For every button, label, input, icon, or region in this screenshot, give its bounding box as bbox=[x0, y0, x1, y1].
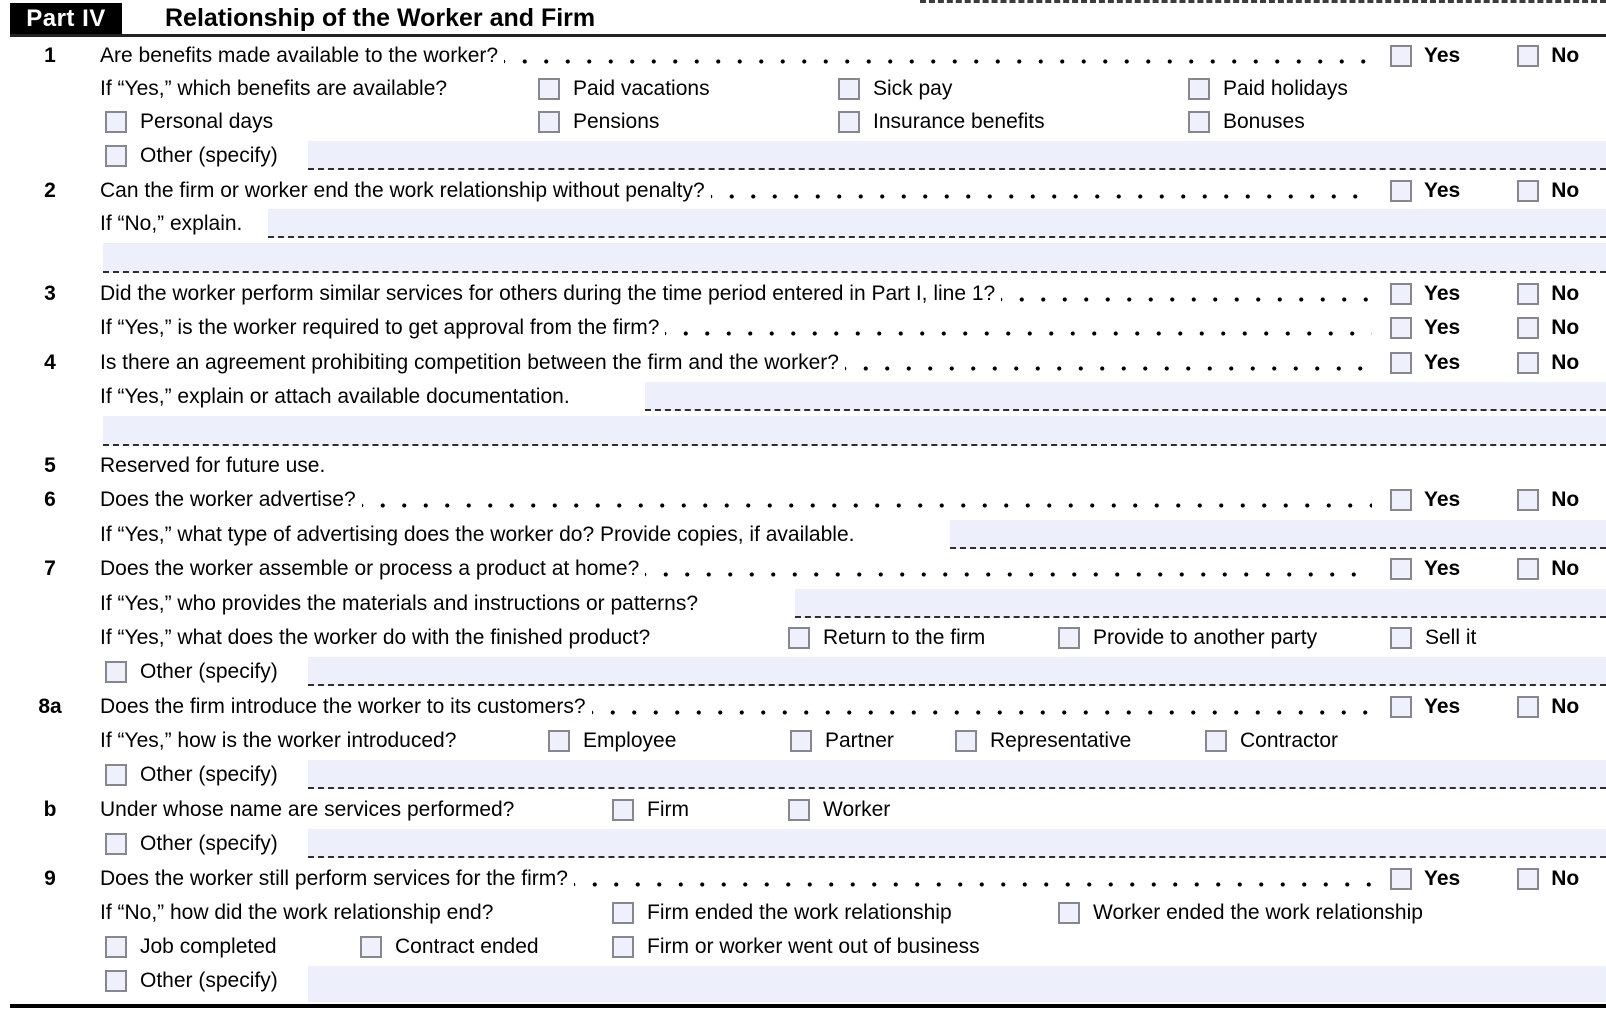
dotted-leader bbox=[665, 311, 1372, 345]
q9-firm-ended-checkbox[interactable] bbox=[612, 902, 634, 924]
q8a-representative-label: Representative bbox=[990, 729, 1132, 752]
dotted-leader bbox=[362, 483, 1372, 517]
question-row-1d bbox=[0, 139, 1606, 173]
q1-option-pensions bbox=[538, 105, 659, 139]
q1-option-bonuses bbox=[1188, 105, 1305, 139]
q7-yes-checkbox[interactable] bbox=[1390, 558, 1412, 580]
q1-yes-checkbox[interactable] bbox=[1390, 45, 1412, 67]
line-number-2: 2 bbox=[44, 179, 56, 202]
no-label: No bbox=[1551, 44, 1580, 67]
question-row-9b bbox=[0, 896, 1606, 930]
q9-other-checkbox[interactable] bbox=[105, 970, 127, 992]
q3-yes-checkbox[interactable] bbox=[1390, 283, 1412, 305]
question-row-7 bbox=[0, 552, 1606, 586]
line-number-6: 6 bbox=[44, 488, 56, 511]
q7-option-provide bbox=[1058, 621, 1317, 655]
question-row-8a2 bbox=[0, 724, 1606, 758]
q9-no-checkbox[interactable] bbox=[1517, 868, 1539, 890]
yes-label: Yes bbox=[1424, 316, 1461, 339]
q9-worker-ended-checkbox[interactable] bbox=[1058, 902, 1080, 924]
no-label: No bbox=[1551, 557, 1580, 580]
q2-sub-explain-text: If “No,” explain. bbox=[100, 212, 243, 235]
q4-explain-input-line1[interactable] bbox=[645, 382, 1606, 411]
q9-worker-ended-label: Worker ended the work relationship bbox=[1093, 901, 1423, 924]
q1-other-label: Other (specify) bbox=[140, 144, 278, 167]
q8b-worker-checkbox[interactable] bbox=[788, 799, 810, 821]
q3b-yes-checkbox[interactable] bbox=[1390, 317, 1412, 339]
question-row-8b2 bbox=[0, 827, 1606, 861]
no-label: No bbox=[1551, 488, 1580, 511]
question-7-text: Does the worker assemble or process a product at home? bbox=[100, 557, 640, 580]
question-row-3 bbox=[0, 277, 1606, 311]
question-row-9c bbox=[0, 930, 1606, 964]
q1-option-paid-holidays bbox=[1188, 72, 1348, 106]
q4-explain-input-line2[interactable] bbox=[103, 416, 1606, 446]
question-8a-text: Does the firm introduce the worker to its customers? bbox=[100, 695, 586, 718]
dotted-leader bbox=[574, 862, 1372, 896]
line-number-7: 7 bbox=[44, 557, 56, 580]
q1-bonuses-checkbox[interactable] bbox=[1188, 111, 1210, 133]
q2-yes-checkbox[interactable] bbox=[1390, 180, 1412, 202]
q6-yes-checkbox[interactable] bbox=[1390, 489, 1412, 511]
q1-paid-vacations-label: Paid vacations bbox=[573, 77, 710, 100]
question-leader-wrap bbox=[100, 346, 1372, 380]
q7-sell-checkbox[interactable] bbox=[1390, 627, 1412, 649]
q8a-option-partner bbox=[790, 724, 894, 758]
q8b-option-other bbox=[105, 827, 278, 861]
question-row-2 bbox=[0, 174, 1606, 208]
no-label: No bbox=[1551, 316, 1580, 339]
question-5-text: Reserved for future use. bbox=[100, 454, 326, 477]
q9-option-firm-ended bbox=[612, 896, 952, 930]
question-leader-wrap bbox=[100, 277, 1372, 311]
part-label: Part IV bbox=[26, 4, 106, 32]
q4-sub-explain-text: If “Yes,” explain or attach available documentation. bbox=[100, 385, 570, 408]
question-row-4 bbox=[0, 346, 1606, 380]
line-number-8a: 8a bbox=[38, 695, 62, 718]
q3b-no-checkbox[interactable] bbox=[1517, 317, 1539, 339]
q7-sub-finished-text: If “Yes,” what does the worker do with the finished product? bbox=[100, 626, 651, 649]
q3-sub-approval-text: If “Yes,” is the worker required to get approval from the firm? bbox=[100, 316, 660, 339]
q1-no-checkbox[interactable] bbox=[1517, 45, 1539, 67]
question-row-3b bbox=[0, 311, 1606, 345]
q1-option-other bbox=[105, 139, 278, 173]
line-number-9: 9 bbox=[44, 867, 56, 890]
dotted-leader bbox=[1001, 277, 1372, 311]
question-3-text: Did the worker perform similar services for others during the time period entered in Part I, line 1? bbox=[100, 282, 996, 305]
q1-sick-pay-checkbox[interactable] bbox=[838, 78, 860, 100]
q7-other-checkbox[interactable] bbox=[105, 661, 127, 683]
question-9-text: Does the worker still perform services for the firm? bbox=[100, 867, 568, 890]
q8a-option-contractor bbox=[1205, 724, 1338, 758]
question-leader-wrap bbox=[100, 311, 1372, 345]
q8b-firm-label: Firm bbox=[647, 798, 689, 821]
q6-advertising-input[interactable] bbox=[950, 520, 1606, 549]
q6-no-checkbox[interactable] bbox=[1517, 489, 1539, 511]
q8a-sub-introduced-text: If “Yes,” how is the worker introduced? bbox=[100, 729, 457, 752]
question-row-5 bbox=[0, 449, 1606, 483]
q2-yes-no-group bbox=[1390, 174, 1579, 208]
line-number-3: 3 bbox=[44, 282, 56, 305]
yes-label: Yes bbox=[1424, 351, 1461, 374]
q4-yes-checkbox[interactable] bbox=[1390, 352, 1412, 374]
q7-materials-input[interactable] bbox=[795, 589, 1606, 618]
yes-label: Yes bbox=[1424, 557, 1461, 580]
q1-paid-vacations-checkbox[interactable] bbox=[538, 78, 560, 100]
q1-other-checkbox[interactable] bbox=[105, 145, 127, 167]
q8a-no-checkbox[interactable] bbox=[1517, 696, 1539, 718]
yes-label: Yes bbox=[1424, 282, 1461, 305]
q7-provide-label: Provide to another party bbox=[1093, 626, 1318, 649]
q3-no-checkbox[interactable] bbox=[1517, 283, 1539, 305]
q1-personal-days-checkbox[interactable] bbox=[105, 111, 127, 133]
q9-yes-no-group bbox=[1390, 862, 1579, 896]
no-label: No bbox=[1551, 351, 1580, 374]
q1-option-personal-days bbox=[105, 105, 273, 139]
question-row-1c bbox=[0, 105, 1606, 139]
q8a-option-employee bbox=[548, 724, 676, 758]
q7-return-label: Return to the firm bbox=[823, 626, 986, 649]
dotted-leader bbox=[592, 690, 1372, 724]
section-title: Relationship of the Worker and Firm bbox=[165, 4, 596, 32]
question-row-7d bbox=[0, 655, 1606, 689]
question-4-text: Is there an agreement prohibiting competition between the firm and the worker? bbox=[100, 351, 839, 374]
q3b-yes-no-group bbox=[1390, 311, 1579, 345]
q9-out-of-business-checkbox[interactable] bbox=[612, 936, 634, 958]
q7-yes-no-group bbox=[1390, 552, 1579, 586]
q1-insurance-benefits-label: Insurance benefits bbox=[873, 110, 1045, 133]
q8a-partner-checkbox[interactable] bbox=[790, 730, 812, 752]
line-number-8b: b bbox=[43, 798, 57, 821]
q7-other-specify-input[interactable] bbox=[308, 657, 1606, 686]
question-leader-wrap bbox=[100, 39, 1372, 73]
no-label: No bbox=[1551, 867, 1580, 890]
yes-label: Yes bbox=[1424, 179, 1461, 202]
q8b-other-label: Other (specify) bbox=[140, 832, 278, 855]
q1-option-paid-vacations bbox=[538, 72, 710, 106]
q1-personal-days-label: Personal days bbox=[140, 110, 274, 133]
question-row-8b bbox=[0, 793, 1606, 827]
q9-option-other bbox=[105, 964, 278, 998]
q4-no-checkbox[interactable] bbox=[1517, 352, 1539, 374]
q8a-other-label: Other (specify) bbox=[140, 763, 278, 786]
question-row-1b bbox=[0, 72, 1606, 106]
q7-no-checkbox[interactable] bbox=[1517, 558, 1539, 580]
q9-contract-ended-checkbox[interactable] bbox=[360, 936, 382, 958]
question-row-1 bbox=[0, 39, 1606, 73]
q1-sub-benefits-text: If “Yes,” which benefits are available? bbox=[100, 77, 448, 100]
question-1-text: Are benefits made available to the worker? bbox=[100, 44, 499, 67]
yes-label: Yes bbox=[1424, 695, 1461, 718]
line-number-1: 1 bbox=[44, 44, 56, 67]
q9-option-worker-ended bbox=[1058, 896, 1423, 930]
q8b-other-checkbox[interactable] bbox=[105, 833, 127, 855]
q9-option-out-of-business bbox=[612, 930, 980, 964]
q7-other-label: Other (specify) bbox=[140, 660, 278, 683]
question-row-8a bbox=[0, 690, 1606, 724]
question-row-9 bbox=[0, 862, 1606, 896]
question-row-2b bbox=[0, 207, 1606, 241]
q6-sub-advertising-text: If “Yes,” what type of advertising does the worker do? Provide copies, if available. bbox=[100, 523, 855, 546]
dotted-leader bbox=[504, 39, 1372, 73]
q8a-partner-label: Partner bbox=[825, 729, 894, 752]
form-bottom-border bbox=[10, 1004, 1606, 1008]
q2-explain-input-line2[interactable] bbox=[103, 243, 1606, 273]
q9-sub-ended-text: If “No,” how did the work relationship end? bbox=[100, 901, 494, 924]
question-row-4b bbox=[0, 380, 1606, 414]
q1-option-insurance-benefits bbox=[838, 105, 1045, 139]
line-number-4: 4 bbox=[44, 351, 56, 374]
q9-job-completed-checkbox[interactable] bbox=[105, 936, 127, 958]
q8b-option-firm bbox=[612, 793, 689, 827]
q7-option-return bbox=[788, 621, 985, 655]
question-6-text: Does the worker advertise? bbox=[100, 488, 356, 511]
q2-no-checkbox[interactable] bbox=[1517, 180, 1539, 202]
q8a-yes-no-group bbox=[1390, 690, 1579, 724]
q9-job-completed-label: Job completed bbox=[140, 935, 277, 958]
q8a-yes-checkbox[interactable] bbox=[1390, 696, 1412, 718]
q1-option-sick-pay bbox=[838, 72, 952, 106]
q1-bonuses-label: Bonuses bbox=[1223, 110, 1305, 133]
q7-sub-materials-text: If “Yes,” who provides the materials and instructions or patterns? bbox=[100, 592, 699, 615]
question-row-6b bbox=[0, 518, 1606, 552]
q9-other-label: Other (specify) bbox=[140, 969, 278, 992]
q8a-other-checkbox[interactable] bbox=[105, 764, 127, 786]
dotted-leader bbox=[645, 552, 1372, 586]
q1-sick-pay-label: Sick pay bbox=[873, 77, 953, 100]
question-leader-wrap bbox=[100, 483, 1372, 517]
q7-option-sell bbox=[1390, 621, 1476, 655]
question-row-8a3 bbox=[0, 758, 1606, 792]
q1-paid-holidays-label: Paid holidays bbox=[1223, 77, 1348, 100]
line-number-5: 5 bbox=[44, 454, 56, 477]
q1-pensions-checkbox[interactable] bbox=[538, 111, 560, 133]
q7-option-other bbox=[105, 655, 278, 689]
q9-option-contract-ended bbox=[360, 930, 539, 964]
question-row-7b bbox=[0, 587, 1606, 621]
q8b-firm-checkbox[interactable] bbox=[612, 799, 634, 821]
q4-yes-no-group bbox=[1390, 346, 1579, 380]
q8a-contractor-label: Contractor bbox=[1240, 729, 1339, 752]
q9-contract-ended-label: Contract ended bbox=[395, 935, 539, 958]
q8a-option-representative bbox=[955, 724, 1131, 758]
q9-yes-checkbox[interactable] bbox=[1390, 868, 1412, 890]
q8a-employee-label: Employee bbox=[583, 729, 677, 752]
question-row-6 bbox=[0, 483, 1606, 517]
question-leader-wrap bbox=[100, 552, 1372, 586]
question-leader-wrap bbox=[100, 690, 1372, 724]
q9-firm-ended-label: Firm ended the work relationship bbox=[647, 901, 952, 924]
no-label: No bbox=[1551, 695, 1580, 718]
dotted-leader bbox=[711, 174, 1372, 208]
q1-pensions-label: Pensions bbox=[573, 110, 660, 133]
question-2-text: Can the firm or worker end the work relationship without penalty? bbox=[100, 179, 705, 202]
previous-section-dashed-line bbox=[920, 0, 1606, 3]
q7-provide-checkbox[interactable] bbox=[1058, 627, 1080, 649]
q1-other-specify-input[interactable] bbox=[308, 141, 1606, 170]
q2-explain-input-line1[interactable] bbox=[268, 209, 1606, 238]
q7-sell-label: Sell it bbox=[1425, 626, 1477, 649]
q1-paid-holidays-checkbox[interactable] bbox=[1188, 78, 1210, 100]
question-row-7c bbox=[0, 621, 1606, 655]
q8b-option-worker bbox=[788, 793, 890, 827]
no-label: No bbox=[1551, 179, 1580, 202]
question-leader-wrap bbox=[100, 174, 1372, 208]
q9-out-of-business-label: Firm or worker went out of business bbox=[647, 935, 980, 958]
q1-yes-no-group bbox=[1390, 39, 1579, 73]
dotted-leader bbox=[845, 346, 1372, 380]
q8a-representative-checkbox[interactable] bbox=[955, 730, 977, 752]
q8b-worker-label: Worker bbox=[823, 798, 891, 821]
q6-yes-no-group bbox=[1390, 483, 1579, 517]
q8a-contractor-checkbox[interactable] bbox=[1205, 730, 1227, 752]
yes-label: Yes bbox=[1424, 867, 1461, 890]
q9-other-specify-input[interactable] bbox=[308, 966, 1606, 1002]
q8a-other-specify-input[interactable] bbox=[308, 760, 1606, 789]
question-row-9d bbox=[0, 964, 1606, 998]
part-label-box bbox=[10, 3, 122, 34]
q7-return-checkbox[interactable] bbox=[788, 627, 810, 649]
q9-option-job-completed bbox=[105, 930, 277, 964]
header-divider bbox=[10, 34, 1606, 37]
yes-label: Yes bbox=[1424, 488, 1461, 511]
yes-label: Yes bbox=[1424, 44, 1461, 67]
question-8b-text: Under whose name are services performed? bbox=[100, 798, 515, 821]
question-leader-wrap bbox=[100, 862, 1372, 896]
q8b-other-specify-input[interactable] bbox=[308, 829, 1606, 858]
q8a-option-other bbox=[105, 758, 278, 792]
q8a-employee-checkbox[interactable] bbox=[548, 730, 570, 752]
q1-insurance-benefits-checkbox[interactable] bbox=[838, 111, 860, 133]
no-label: No bbox=[1551, 282, 1580, 305]
q3-yes-no-group bbox=[1390, 277, 1579, 311]
